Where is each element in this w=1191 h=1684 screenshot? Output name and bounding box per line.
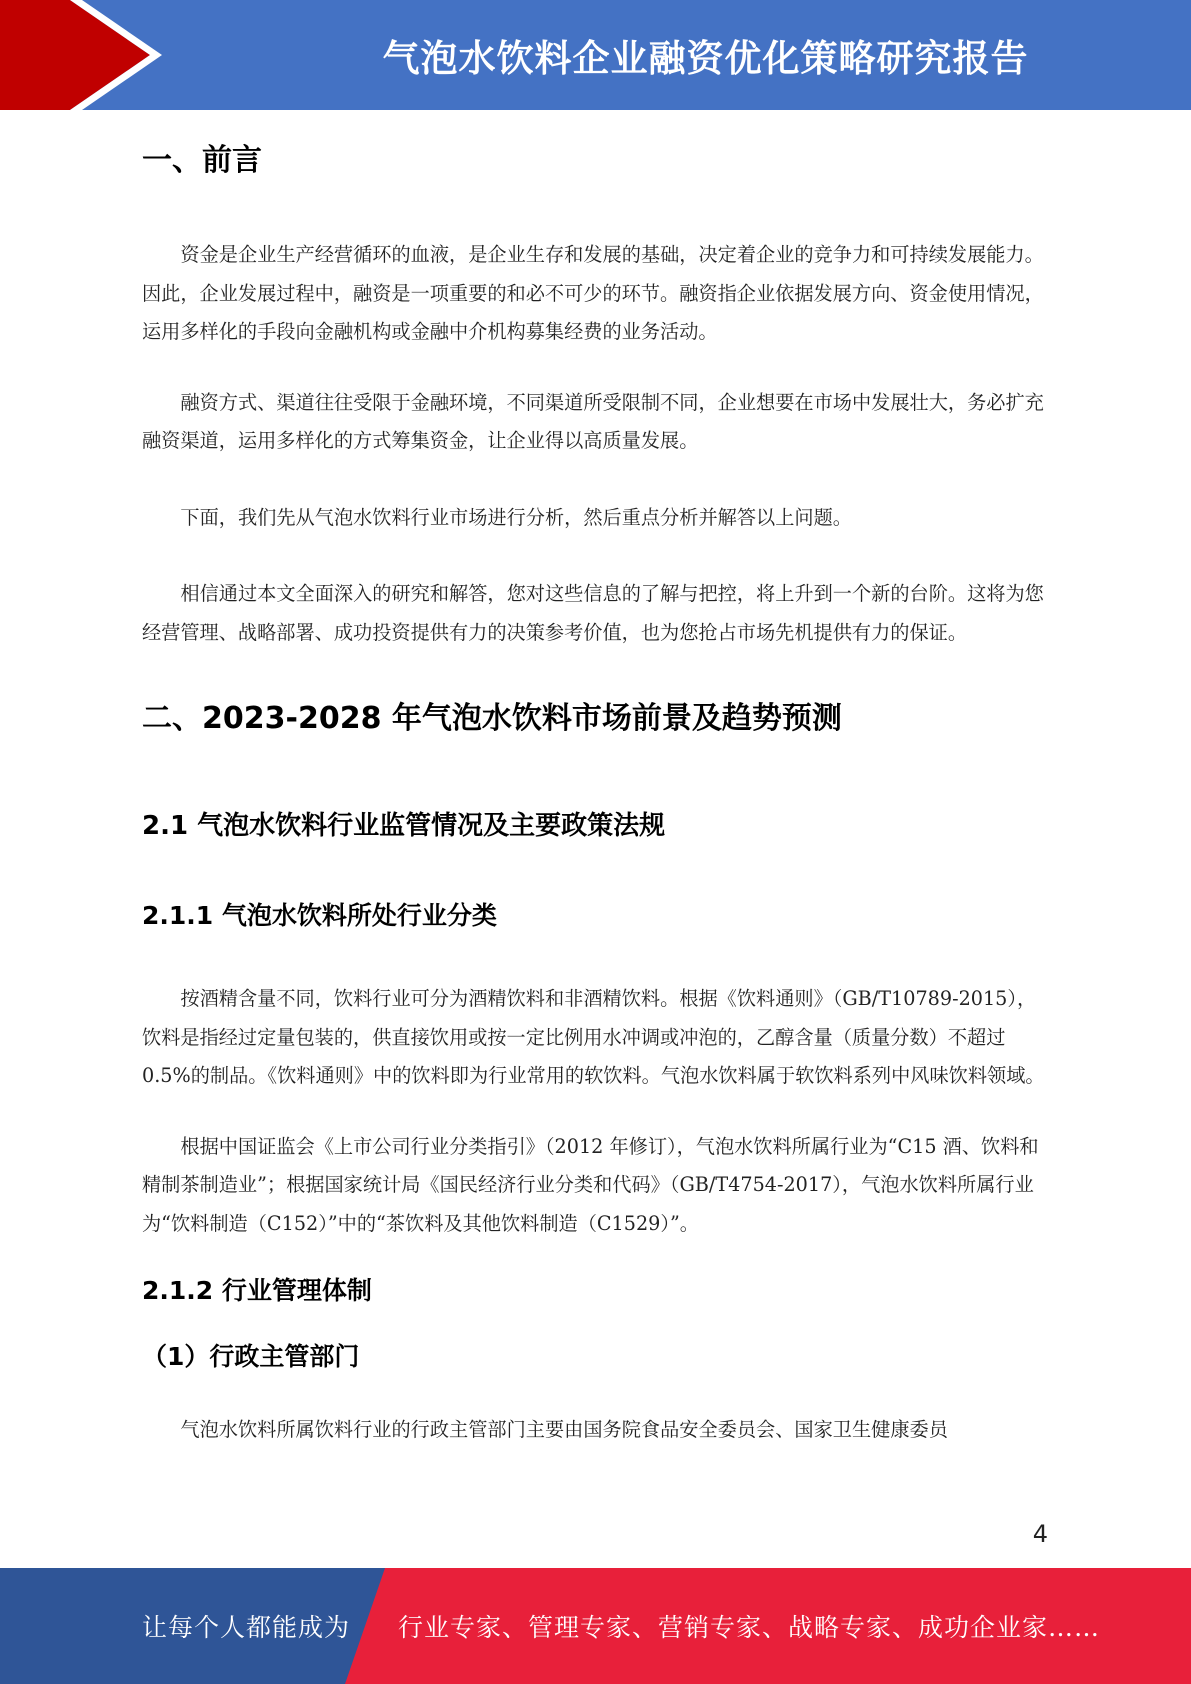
preface-paragraph-3: 下面，我们先从气泡水饮料行业市场进行分析，然后重点分析并解答以上问题。	[180, 505, 852, 529]
section-2-1-heading: 2.1 气泡水饮料行业监管情况及主要政策法规	[142, 811, 666, 841]
preface-paragraph-1: 资金是企业生产经营循环的血液，是企业生存和发展的基础，决定着企业的竞争力和可持续发展能力。因此，企业发展过程中，融资是一项重要的和必不可少的环节。融资指企业依据发展方向、资金使用情况，运用多样化的手段向金融机构或金融中介机构募集经费的业务活动。	[142, 243, 1044, 343]
section-2-1-1-heading: 2.1.1 气泡水饮料所处行业分类	[142, 901, 497, 930]
industry-classification-paragraph-2: 根据中国证监会《上市公司行业分类指引》（2012 年修订），气泡水饮料所属行业为“C15 酒、饮料和精制茶制造业”；根据国家统计局《国民经济行业分类和代码》（GB/T4754-2017），气泡水饮料所属行业为“饮料制造（C152）”中的“茶饮料及其他饮料制造（C1529）”。	[142, 1134, 1039, 1235]
report-title: 气泡水饮料企业融资优化策略研究报告	[382, 37, 1029, 80]
forecast-heading: 二、2023-2028 年气泡水饮料市场前景及趋势预测	[142, 701, 842, 736]
footer-banner	[0, 1568, 1191, 1684]
preface-paragraph-4: 相信通过本文全面深入的研究和解答，您对这些信息的了解与把控，将上升到一个新的台阶。这将为您经营管理、战略部署、成功投资提供有力的决策参考价值，也为您抢占市场先机提供有力的保证。	[142, 582, 1044, 644]
administrative-department-heading: （1）行政主管部门	[142, 1342, 360, 1371]
header-chevron-icon	[0, 0, 200, 110]
section-2-1-2-heading: 2.1.2 行业管理体制	[142, 1276, 372, 1305]
footer-slogan-left: 让每个人都能成为	[142, 1613, 351, 1642]
preface-paragraph-2: 融资方式、渠道往往受限于金融环境，不同渠道所受限制不同，企业想要在市场中发展壮大，务必扩充融资渠道，运用多样化的方式筹集资金，让企业得以高质量发展。	[142, 390, 1044, 452]
administrative-department-paragraph: 气泡水饮料所属饮料行业的行政主管部门主要由国务院食品安全委员会、国家卫生健康委员	[180, 1418, 948, 1441]
footer-slogan-right: 行业专家、管理专家、营销专家、战略专家、成功企业家……	[398, 1613, 1101, 1642]
industry-classification-paragraph-1: 按酒精含量不同，饮料行业可分为酒精饮料和非酒精饮料。根据《饮料通则》（GB/T10789-2015），饮料是指经过定量包装的，供直接饮用或按一定比例用水冲调或冲泡的，乙醇含量（质量分数）不超过 0.5%的制品。《饮料通则》中的饮料即为行业常用的软饮料。气泡水饮料属于软饮料系列中风味饮料领域。	[142, 987, 1045, 1087]
header-banner	[0, 0, 1191, 110]
preface-heading: 一、前言	[142, 143, 262, 178]
page-number: 4	[1032, 1520, 1048, 1548]
page-content	[142, 138, 1048, 1450]
